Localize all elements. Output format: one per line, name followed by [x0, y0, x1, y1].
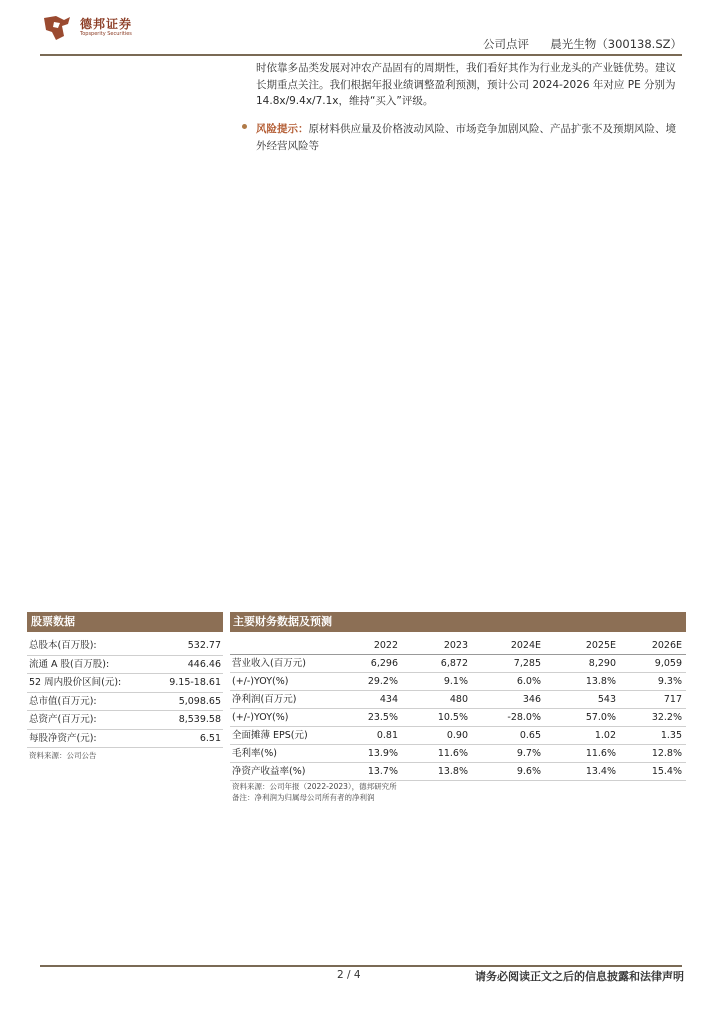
row-label: 净利润(百万元): [232, 694, 297, 705]
table-row: [230, 655, 686, 673]
stock-table-title: 股票数据: [27, 612, 223, 632]
row-label: 每股净资产(元):: [29, 732, 97, 744]
table-cell: 543: [597, 694, 616, 705]
table-cell: 6,872: [440, 658, 468, 669]
table-cell: 29.2%: [367, 676, 398, 687]
table-cell: 15.4%: [651, 766, 682, 777]
row-label: 52 周内股价区间(元):: [29, 677, 122, 688]
table-row: [27, 674, 223, 693]
year-header: 2022: [373, 640, 398, 651]
table-row: [230, 763, 686, 781]
stock-data-table: [27, 612, 223, 761]
row-value: 446.46: [187, 658, 221, 670]
row-value: 6.51: [199, 732, 221, 744]
table-cell: 11.6%: [437, 748, 468, 759]
table-cell: 0.90: [446, 730, 468, 741]
table-cell: 9.6%: [516, 766, 541, 777]
row-label: 营业收入(百万元): [232, 658, 306, 669]
risk-text: 原材料供应量及价格波动风险、市场竞争加剧风险、产品扩张不及预期风险、境外经营风险等: [256, 123, 676, 152]
table-cell: 717: [663, 694, 682, 705]
company-name: 晨光生物（300138.SZ）: [550, 37, 682, 51]
row-label: 总市值(百万元):: [29, 695, 97, 707]
table-cell: 13.9%: [367, 748, 398, 759]
row-label: (+/-)YOY(%): [232, 712, 289, 723]
table-row: [230, 673, 686, 691]
table-cell: 23.5%: [367, 712, 398, 723]
row-label: 毛利率(%): [232, 748, 277, 759]
table-cell: 32.2%: [651, 712, 682, 723]
table-cell: 6.0%: [516, 676, 541, 687]
header-title: [483, 36, 682, 52]
footer-divider: [40, 965, 682, 967]
year-header: 2026E: [651, 640, 682, 651]
table-cell: 13.8%: [585, 676, 616, 687]
table-cell: 11.6%: [585, 748, 616, 759]
table-cell: 0.65: [519, 730, 541, 741]
logo-text-en: Topsperity Securities: [80, 31, 132, 37]
table-cell: 7,285: [513, 658, 541, 669]
table-cell: 8,290: [588, 658, 616, 669]
table-cell: 0.81: [376, 730, 398, 741]
table-row: [27, 656, 223, 675]
stock-table-source: 资料来源：公司公告: [29, 751, 97, 760]
table-cell: 9.3%: [657, 676, 682, 687]
page-header: [40, 12, 682, 56]
table-cell: 9.7%: [516, 748, 541, 759]
table-row: [230, 727, 686, 745]
risk-paragraph: [256, 121, 686, 154]
table-cell: 480: [449, 694, 468, 705]
doc-type: 公司点评: [482, 37, 529, 51]
logo-text-cn: 德邦证券: [80, 17, 133, 31]
row-value: 9.15-18.61: [169, 677, 221, 688]
row-label: (+/-)YOY(%): [232, 676, 289, 687]
row-value: 8,539.58: [178, 714, 221, 725]
fin-table-source: 资料来源：公司年报（2022-2023），德邦研究所: [232, 782, 397, 791]
table-cell: 1.02: [594, 730, 616, 741]
table-cell: 9,059: [654, 658, 682, 669]
fin-table-title: 主要财务数据及预测: [230, 612, 686, 632]
table-row: [27, 730, 223, 749]
logo-mark-icon: [42, 14, 72, 42]
legal-disclaimer: 请务必阅读正文之后的信息披露和法律声明: [475, 970, 684, 983]
table-cell: 13.7%: [367, 766, 398, 777]
table-cell: 1.35: [660, 730, 682, 741]
table-cell: 13.8%: [437, 766, 468, 777]
year-header: 2025E: [585, 640, 616, 651]
table-row: [230, 691, 686, 709]
summary-paragraph: 时依靠多品类发展对冲农产品固有的周期性，我们看好其作为行业龙头的产业链优势。建议长期重点关注。我们根据年报业绩调整盈利预测，预计公司 2024-2026 年对应 PE 分别为 14.8x/9.4x/7.1x，维持“买入”评级。: [256, 62, 676, 107]
table-row: [230, 709, 686, 727]
year-header: 2023: [443, 640, 468, 651]
table-row: [27, 711, 223, 730]
table-cell: 12.8%: [651, 748, 682, 759]
bullet-icon: [242, 124, 247, 129]
row-label: 全面摊薄 EPS(元): [232, 730, 308, 741]
table-cell: 13.4%: [585, 766, 616, 777]
row-label: 总资产(百万元):: [29, 714, 97, 725]
table-cell: 346: [522, 694, 541, 705]
table-cell: 57.0%: [585, 712, 616, 723]
header-divider: [40, 54, 682, 56]
year-header: 2024E: [510, 640, 541, 651]
table-row: [230, 745, 686, 763]
risk-label: 风险提示：: [256, 123, 309, 135]
table-cell: -28.0%: [507, 712, 541, 723]
table-row: [27, 637, 223, 656]
table-cell: 6,296: [370, 658, 398, 669]
row-label: 总股本(百万股):: [29, 640, 97, 651]
row-value: 5,098.65: [178, 695, 221, 707]
table-row: [27, 693, 223, 712]
table-cell: 10.5%: [437, 712, 468, 723]
fin-table-note: 备注：净利润为归属母公司所有者的净利润: [232, 793, 375, 802]
page-number: 2 / 4: [337, 969, 361, 981]
row-label: 流通 A 股(百万股):: [29, 658, 110, 670]
financial-forecast-table: [230, 612, 686, 803]
row-value: 532.77: [187, 640, 221, 651]
table-header-row: [230, 637, 686, 655]
table-cell: 434: [379, 694, 398, 705]
company-logo: [40, 12, 160, 46]
row-label: 净资产收益率(%): [232, 766, 306, 777]
table-cell: 9.1%: [443, 676, 468, 687]
